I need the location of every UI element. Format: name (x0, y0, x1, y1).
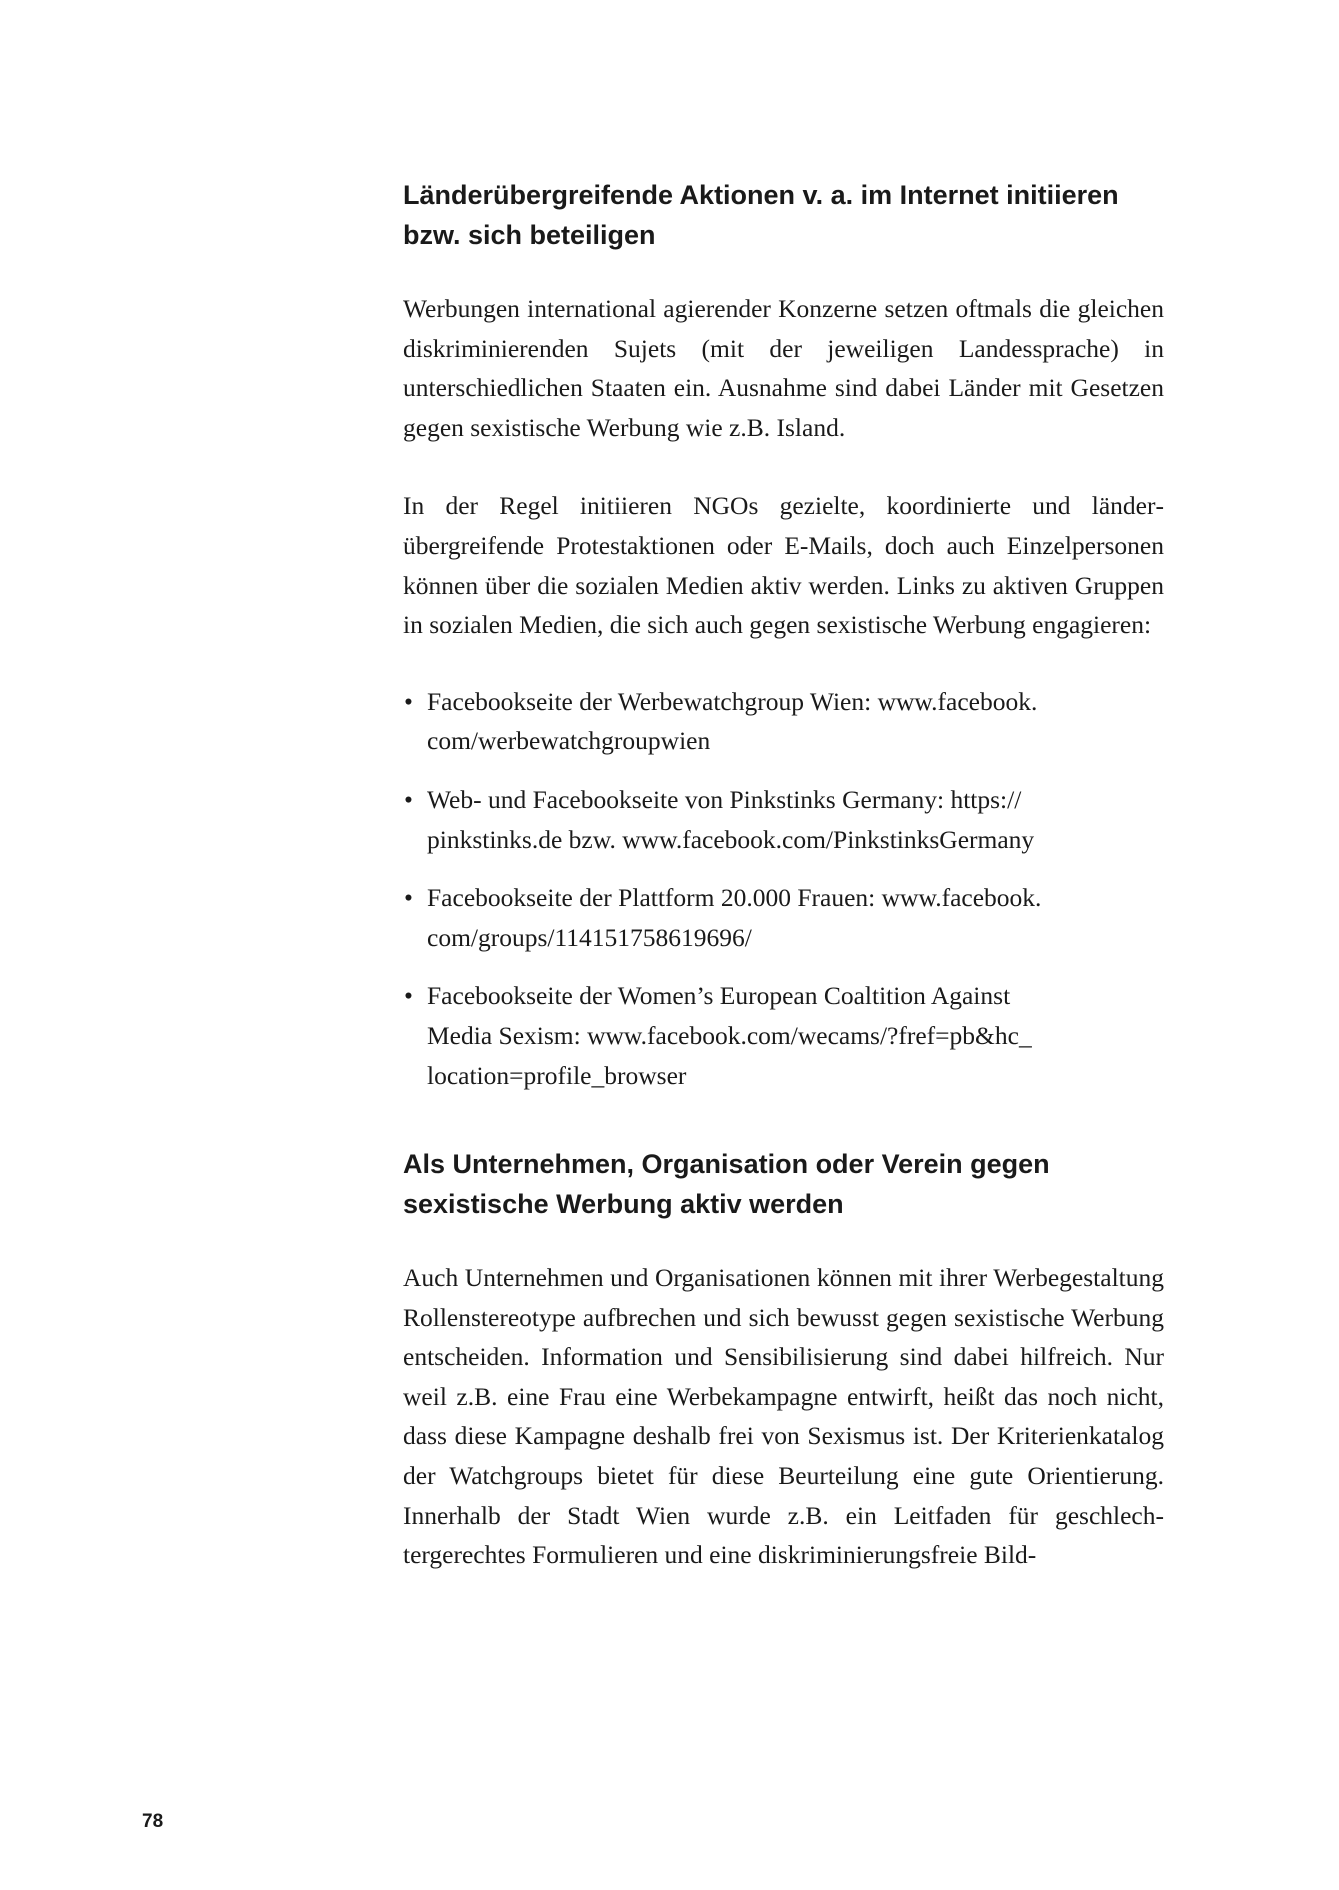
body-paragraph-international-ads: Werbungen international agierender Konzerne setzen oftmals die gleichen diskriminierenden Sujets (mit der jeweiligen Landessprache) in unterschiedlichen Staaten ein. Ausnahme sind dabei Länder mit Gesetzen gegen sexistische Werbung wie z.B. Island. (403, 294, 1164, 442)
bullet-line: Media Sexism: www.facebook.com/wecams/?fref=pb&hc_ (427, 1020, 1032, 1050)
links-bullet-list (403, 682, 1164, 1095)
bullet-line: com/werbewatchgroupwien (427, 726, 711, 756)
bullet-line: com/groups/114151758619696/ (427, 922, 752, 952)
bullet-line: Facebookseite der Women’s European Coaltition Against (427, 981, 1011, 1011)
bullet-line: Facebookseite der Werbewatchgroup Wien: www.facebook. (427, 686, 1038, 716)
section-heading-international-actions (403, 175, 1164, 255)
bullet-item-20000-frauen (403, 878, 1164, 957)
bullet-line: location=profile_browser (427, 1060, 687, 1090)
bullet-line: Web- und Facebookseite von Pinkstinks Germany: https:// (427, 784, 1022, 814)
bullet-icon: • (404, 686, 413, 716)
bullet-icon: • (404, 981, 413, 1011)
bullet-line: pinkstinks.de bzw. www.facebook.com/PinkstinksGermany (427, 824, 1035, 854)
bullet-icon: • (404, 784, 413, 814)
page-number: 78 (142, 1811, 164, 1832)
heading-line: Als Unternehmen, Organisation oder Verein gegen (403, 1149, 1050, 1180)
heading-line: Länderübergreifende Aktionen v. a. im Internet initiieren (403, 180, 1119, 210)
section-heading-companies (403, 1144, 1164, 1224)
bullet-item-werbewatchgroup (403, 682, 1164, 761)
heading-line: bzw. sich beteiligen (403, 220, 656, 250)
bullet-icon: • (404, 883, 413, 913)
heading-line: sexistische Werbung aktiv werden (403, 1189, 844, 1220)
bullet-item-pinkstinks (403, 780, 1164, 859)
bullet-item-wecams (403, 976, 1164, 1095)
bullet-line: Facebookseite der Plattform 20.000 Frauen: www.facebook. (427, 883, 1042, 913)
body-paragraph-companies: Auch Unternehmen und Organisationen können mit ihrer Werbegestaltung Rollenstereotype aufbrechen und sich bewusst gegen sexistische Werbung entscheiden. Information und Sensibilisierung sind dabei hilfreich. Nur weil z.B. eine Frau eine Werbekampagne entwirft, heißt das noch nicht, dass diese Kampagne deshalb frei von Sexismus ist. Der Kriterienkatalog der Watchgroups bietet für diese Beurteilung eine gute Orientierung. Innerhalb der Stadt Wien wurde z.B. ein Leitfaden für geschlechtergerechtes Formulieren und eine diskriminierungsfreie Bild- (403, 1263, 1164, 1570)
main-text-column (403, 175, 1164, 1575)
body-paragraph-ngo-actions: In der Regel initiieren NGOs gezielte, koordinierte und länderübergreifende Protestaktionen oder E-Mails, doch auch Einzelpersonen können über die sozialen Medien aktiv werden. Links zu aktiven Gruppen in sozialen Medien, die sich auch gegen sexistische Werbung engagieren: (403, 491, 1164, 640)
